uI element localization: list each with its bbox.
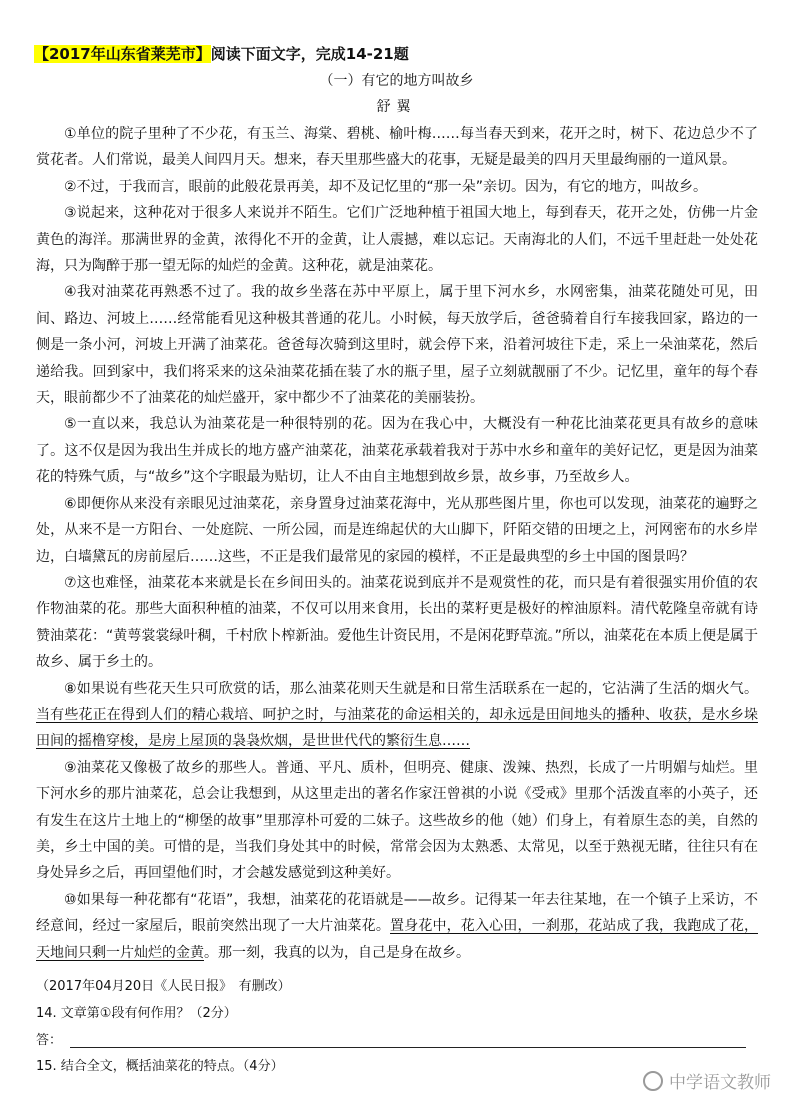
question-14: 14. 文章第①段有何作用？（2分） (36, 1006, 237, 1021)
paragraph-text: ⑦这也难怪，油菜花本来就是长在乡间田头的。油菜花说到底并不是观赏性的花，而只是有着很强实用价值的农作物油菜的花。那些大面积种植的油菜，不仅可以用来食用，长出的菜籽更是极好的榨油原料。清代乾隆皇帝就有诗赞油菜花：“黄萼裳裳绿叶稠，千村欣卜榨新油。爱他生计资民用，不是闲花野草流。”所以，油菜花在本质上便是属于故乡、属于乡土的。 (36, 574, 758, 671)
instruction-text: 阅读下面文字，完成14-21题 (210, 45, 409, 63)
question-15: 15. 结合全文，概括油菜花的特点。（4分） (36, 1059, 284, 1074)
paragraph-text: ①单位的院子里种了不少花，有玉兰、海棠、碧桃、榆叶梅……每当春天到来，花开之时，树下、花边总少不了赏花者。人们常说，最美人间四月天。想来，春天里那些盛大的花事，无疑是最美的四月天里最绚丽的一道风景。 (36, 126, 758, 169)
watermark (643, 1068, 771, 1093)
article-source: （2017年04月20日《人民日报》 有删改） (36, 979, 291, 994)
underlined-sentence: 当有些花正在得到人们的精心栽培、呵护之时，与油菜花的命运相关的，却永远是田间地头的播种、收获，是水乡垛田间的摇橹穿梭，是房上屋顶的袅袅炊烟，是世世代代的繁衍生息…… (36, 706, 758, 750)
paragraph (36, 755, 758, 887)
section-header (34, 44, 409, 64)
paragraph-text: ③说起来，这种花对于很多人来说并不陌生。它们广泛地种植于祖国大地上，每到春天，花开之处，仿佛一片金黄色的海洋。那满世界的金黄，浓得化不开的金黄，让人震撼，难以忘记。天南海北的人们，不远千里赶赴一处处花海，只为陶醉于那一望无际的灿烂的金黄。这种花，就是油菜花。 (36, 205, 758, 275)
paragraph-text: ⑨油菜花又像极了故乡的那些人。普通、平凡、质朴，但明亮、健康、泼辣、热烈，长成了一片明媚与灿烂。里下河水乡的那片油菜花，总会让我想到，从这里走出的著名作家汪曾祺的小说《受戒》里那个活泼直率的小英子，还有发生在这片土地上的“柳堡的故事”里那淳朴可爱的二妹子。这些故乡的他（她）们身上，有着原生态的美，自然的美，乡土中国的美。可惜的是，当我们身处其中的时候，常常会因为太熟悉、太常见，以至于熟视无睹，往往只有在身处异乡之后，再回望他们时，才会越发感觉到这种美好。 (36, 759, 758, 882)
answer-line (70, 1047, 746, 1048)
paragraph (36, 887, 758, 966)
paragraph-text: ⑧如果说有些花天生只可欣赏的话，那么油菜花则天生就是和日常生活联系在一起的，它沾满了生活的烟火气。 (64, 680, 758, 697)
paragraph (36, 174, 758, 200)
paragraph (36, 411, 758, 490)
paragraph-text: ⑩如果每一种花都有“花语”，我想，油菜花的花语就是——故乡。记得某一年去往某地，在一个镇子上采访，不经意间，经过一家屋后，眼前突然出现了一大片油菜花。 (36, 891, 758, 935)
wechat-logo-icon (643, 1071, 663, 1091)
article-body (36, 121, 758, 966)
paragraph (36, 200, 758, 279)
watermark-text: 中学语文教师 (669, 1073, 771, 1093)
exam-source-tag: 【2017年山东省莱芜市】 (34, 45, 211, 63)
article-author: 舒翼 (376, 99, 417, 115)
paragraph (36, 121, 758, 174)
paragraph-text: ⑥即便你从来没有亲眼见过油菜花，亲身置身过油菜花海中，光从那些图片里，你也可以发现，油菜花的遍野之处，从来不是一方阳台、一处庭院、一所公园，而是连绵起伏的大山脚下，阡陌交错的田埂之上，河网密布的水乡岸边，白墙黛瓦的房前屋后……这些，不正是我们最常见的家园的模样，不正是最典型的乡土中国的图景吗？ (36, 495, 758, 565)
paragraph-text: 。那一刻，我真的以为，自己是身在故乡。 (204, 944, 470, 961)
paragraph (36, 570, 758, 676)
article-title: （一）有它的地方叫故乡 (319, 73, 474, 89)
paragraph-text: ④我对油菜花再熟悉不过了。我的故乡坐落在苏中平原上，属于里下河水乡，水网密集，油菜花随处可见，田间、路边、河坡上……经常能看见这种极其普通的花儿。小时候，每天放学后，爸爸骑着自行车接我回家，路边的一侧是一条小河，河坡上开满了油菜花。爸爸每次骑到这里时，就会停下来，沿着河坡往下走，采上一朵油菜花，然后递给我。回到家中，我们将采来的这朵油菜花插在装了水的瓶子里，屋子立刻就靓丽了不少。记忆里，童年的每个春天，眼前都少不了油菜花的灿烂盛开，家中都少不了油菜花的美丽装扮。 (36, 284, 758, 407)
paragraph-text: ⑤一直以来，我总认为油菜花是一种很特别的花。因为在我心中，大概没有一种花比油菜花更具有故乡的意味了。这不仅是因为我出生并成长的地方盛产油菜花，油菜花承载着我对于苏中水乡和童年的美好记忆，更是因为油菜花的特殊气质，与“故乡”这个字眼最为贴切，让人不由自主地想到故乡景，故乡事，乃至故乡人。 (36, 416, 758, 486)
paragraph (36, 676, 758, 755)
answer-label: 答： (36, 1033, 63, 1048)
paragraph-text: ②不过，于我而言，眼前的此般花景再美，却不及记忆里的“那一朵”亲切。因为，有它的地方，叫故乡。 (64, 178, 708, 195)
underlined-sentence: 置身花中，花入心田，一刹那，花站成了我，我跑成了花，天地间只剩一片灿烂的金黄 (36, 918, 758, 961)
paragraph (36, 279, 758, 411)
paragraph (36, 491, 758, 570)
